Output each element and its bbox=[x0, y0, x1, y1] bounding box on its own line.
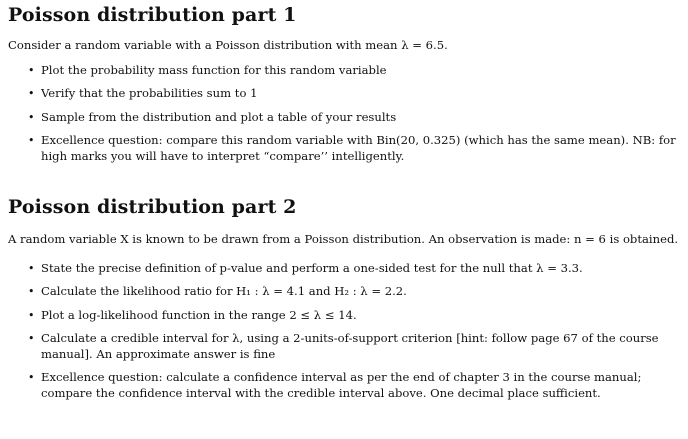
section-part-1 bbox=[8, 2, 680, 164]
list-item bbox=[8, 308, 680, 324]
list-item bbox=[8, 331, 680, 362]
list-item bbox=[8, 133, 680, 164]
list-item-text: Plot the probability mass function for this random variable bbox=[41, 62, 387, 77]
bullet-icon: • bbox=[28, 332, 35, 345]
bullet-icon: • bbox=[28, 285, 35, 298]
list-item-text: Excellence question: compare this random variable with Bin(20, 0.325) (which has the same mean). NB: for high marks you will have to interpret “compare’’ intelligently. bbox=[41, 133, 676, 163]
section-heading: Poisson distribution part 1 bbox=[8, 4, 297, 26]
list-item-text: State the precise definition of p-value and perform a one-sided test for the null that λ = 3.3. bbox=[41, 260, 583, 275]
list-item bbox=[8, 63, 680, 79]
bullet-icon: • bbox=[28, 134, 35, 147]
list-item bbox=[8, 110, 680, 126]
section-part-2 bbox=[8, 194, 680, 401]
bullet-icon: • bbox=[28, 371, 35, 384]
bullet-icon: • bbox=[28, 261, 35, 275]
section-intro: A random variable X is known to be drawn from a Poisson distribution. An observation is made: n = 6 is obtained. bbox=[8, 232, 679, 246]
list-item bbox=[8, 370, 680, 401]
list-item-text: Excellence question: calculate a confidence interval as per the end of chapter 3 in the course manual; compare the confidence interval with the credible interval above. One decimal place sufficient. bbox=[41, 370, 642, 400]
task-list bbox=[8, 63, 680, 165]
bullet-icon: • bbox=[28, 87, 35, 100]
bullet-icon: • bbox=[28, 63, 35, 77]
list-item bbox=[8, 261, 680, 277]
list-item-text: Calculate a credible interval for λ, using a 2-units-of-support criterion [hint: follow page 67 of the course manual]. An approximate answer is fine bbox=[41, 331, 659, 361]
list-item-text: Sample from the distribution and plot a table of your results bbox=[41, 109, 397, 124]
list-item bbox=[8, 86, 680, 102]
bullet-icon: • bbox=[28, 110, 35, 124]
section-intro: Consider a random variable with a Poisson distribution with mean λ = 6.5. bbox=[8, 38, 448, 52]
bullet-icon: • bbox=[28, 308, 35, 322]
section-heading: Poisson distribution part 2 bbox=[8, 196, 297, 218]
list-item bbox=[8, 284, 680, 300]
list-item-text: Verify that the probabilities sum to 1 bbox=[41, 86, 258, 100]
task-list bbox=[8, 261, 680, 402]
list-item-text: Plot a log-likelihood function in the range 2 ≤ λ ≤ 14. bbox=[41, 307, 357, 322]
list-item-text: Calculate the likelihood ratio for H₁ : λ = 4.1 and H₂ : λ = 2.2. bbox=[41, 284, 407, 298]
